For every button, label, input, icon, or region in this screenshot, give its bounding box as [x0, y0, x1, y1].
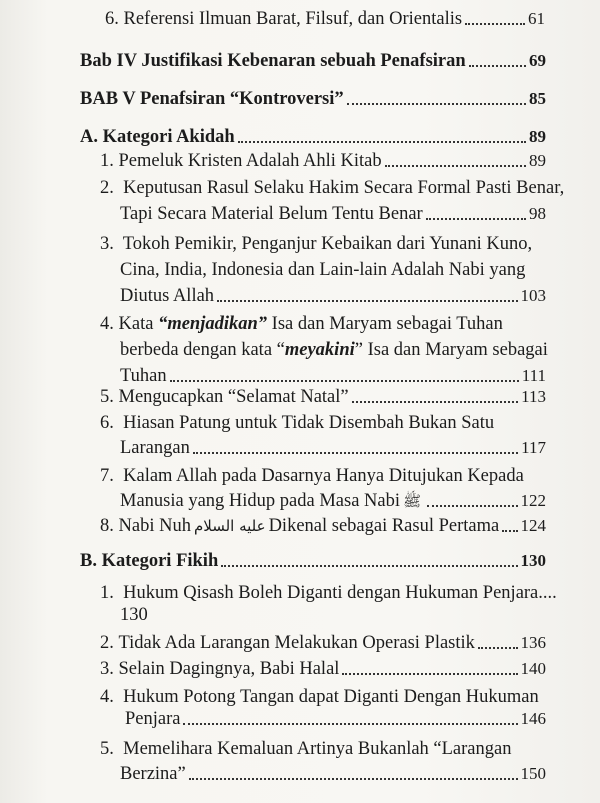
entry-title: Mengucapkan “Selamat Natal”: [118, 387, 349, 407]
toc-entry-tokoh-pemikir-cont[interactable]: [120, 285, 546, 307]
entry-page: 113: [521, 387, 546, 406]
entry-number: 5.: [100, 739, 114, 759]
leader-dots-text: ....: [538, 583, 557, 603]
entry-number: 4.: [100, 314, 114, 334]
entry-page: 150: [520, 764, 546, 783]
entry-number: 7.: [100, 466, 114, 486]
entry-title: Hukum Qisash Boleh Diganti dengan Hukuman Penjara: [123, 583, 539, 603]
leader-dots: [217, 300, 517, 302]
leader-dots: [352, 401, 519, 403]
leader-dots: [502, 530, 517, 532]
toc-entry-kalam-allah-cont[interactable]: [120, 490, 546, 512]
toc-entry-tokoh-pemikir-line2: [120, 259, 525, 281]
entry-number: 3.: [100, 659, 114, 679]
toc-entry-referensi[interactable]: [105, 8, 545, 30]
entry-number: 2.: [100, 633, 114, 653]
leader-dots: [170, 380, 519, 382]
entry-title-line1: Hiasan Patung untuk Tidak Disembah Bukan Satu: [123, 413, 495, 433]
entry-page: 117: [521, 438, 546, 457]
leader-dots: [193, 452, 518, 454]
entry-page: 69: [529, 51, 546, 70]
entry-title: B. Kategori Fikih: [80, 551, 219, 571]
toc-entry-kalam-allah[interactable]: [100, 465, 524, 487]
toc-entry-tokoh-pemikir[interactable]: [100, 233, 532, 255]
entry-title-line2: Berzina”: [120, 764, 186, 784]
entry-title-line2: Tapi Secara Material Belum Tentu Benar: [120, 204, 423, 224]
leader-dots: [238, 141, 526, 143]
toc-entry-bab-v[interactable]: [80, 88, 546, 110]
leader-dots: [221, 565, 517, 567]
entry-title: A. Kategori Akidah: [80, 127, 235, 147]
leader-dots: [427, 505, 517, 507]
entry-title-line3: Tuhan: [120, 366, 167, 386]
toc-entry-babi-halal[interactable]: [100, 658, 546, 680]
leader-dots: [469, 65, 526, 67]
toc-entry-kata-menjadikan[interactable]: [100, 313, 503, 335]
entry-number: 1.: [100, 583, 114, 603]
entry-text-post: Isa dan Maryam sebagai Tuhan: [267, 314, 503, 334]
alaihissalam-glyph-icon: عليه السلام: [193, 517, 266, 535]
entry-number: 8.: [100, 516, 114, 536]
toc-entry-potong-tangan-cont[interactable]: [125, 708, 546, 730]
toc-entry-keputusan-rasul[interactable]: [100, 177, 564, 199]
leader-dots: [426, 218, 526, 220]
entry-title-line1: Tokoh Pemikir, Penganjur Kebaikan dari Yunani Kuno,: [122, 234, 533, 254]
toc-entry-hukum-qisash[interactable]: [100, 582, 557, 604]
toc-entry-memelihara-kemaluan[interactable]: [100, 738, 511, 760]
toc-entry-pemeluk-kristen[interactable]: [100, 150, 546, 172]
leader-dots: [385, 165, 526, 167]
toc-entry-nabi-nuh[interactable]: [100, 515, 546, 537]
entry-title-line1: Hukum Potong Tangan dapat Diganti Dengan Hukuman: [123, 687, 539, 707]
entry-title-line1: Memelihara Kemaluan Artinya Bukanlah “Larangan: [123, 739, 512, 759]
toc-entry-potong-tangan[interactable]: [100, 686, 539, 708]
entry-page: 89: [529, 151, 546, 170]
entry-title-pre: Nabi Nuh: [118, 516, 191, 536]
emphasis-menjadikan: “menjadikan”: [158, 314, 268, 334]
entry-number: 2.: [100, 178, 114, 198]
toc-entry-bab-iv[interactable]: [80, 50, 546, 72]
toc-entry-operasi-plastik[interactable]: [100, 632, 546, 654]
entry-title-line2: Larangan: [120, 438, 190, 458]
emphasis-meyakini: meyakini: [284, 340, 355, 360]
leader-dots: [347, 103, 526, 105]
entry-number: 3.: [100, 234, 114, 254]
entry-text-post: ” Isa dan Maryam sebagai: [354, 340, 548, 360]
entry-title: Pemeluk Kristen Adalah Ahli Kitab: [118, 151, 382, 171]
entry-title: Bab IV Justifikasi Kebenaran sebuah Penafsiran: [80, 51, 466, 71]
entry-number: 4.: [100, 687, 114, 707]
entry-number: 6.: [105, 9, 119, 29]
entry-title: Selain Dagingnya, Babi Halal: [118, 659, 340, 679]
leader-dots: [465, 23, 525, 25]
toc-entry-kata-menjadikan-cont[interactable]: [120, 365, 546, 387]
entry-number: 5.: [100, 387, 114, 407]
entry-page: 89: [529, 127, 546, 146]
entry-page: 146: [520, 709, 546, 728]
entry-page: 136: [520, 633, 546, 652]
entry-page: 122: [520, 491, 546, 510]
toc-entry-hiasan-patung-cont[interactable]: [120, 437, 546, 459]
entry-title-line2: Manusia yang Hidup pada Masa Nabi: [120, 491, 401, 511]
toc-entry-hiasan-patung[interactable]: [100, 412, 494, 434]
entry-title: Tidak Ada Larangan Melakukan Operasi Plastik: [118, 633, 475, 653]
entry-number: 6.: [100, 413, 114, 433]
entry-page: 140: [520, 659, 546, 678]
leader-dots: [189, 778, 518, 780]
salawat-glyph-icon: ﷺ: [403, 492, 422, 510]
entry-page: 130: [520, 551, 546, 570]
entry-page: 103: [520, 286, 546, 305]
entry-title-line2: Cina, India, Indonesia dan Lain-lain Adalah Nabi yang: [120, 260, 526, 280]
toc-section-fikih[interactable]: [80, 550, 546, 572]
entry-title-line1: Kalam Allah pada Dasarnya Hanya Ditujukan Kepada: [123, 466, 524, 486]
toc-section-akidah[interactable]: [80, 126, 546, 148]
leader-dots: [183, 723, 517, 725]
toc-entry-keputusan-rasul-cont[interactable]: [120, 203, 546, 225]
entry-page: 98: [529, 204, 546, 223]
leader-dots: [478, 647, 518, 649]
entry-page: 85: [529, 89, 546, 108]
toc-entry-kata-menjadikan-line2: [120, 339, 548, 361]
toc-entry-selamat-natal[interactable]: [100, 386, 546, 408]
toc-entry-hukum-qisash-page: [120, 604, 148, 626]
entry-title-post: Dikenal sebagai Rasul Pertama: [268, 516, 500, 536]
entry-text-pre: Kata: [118, 314, 159, 334]
entry-page: 124: [520, 516, 546, 535]
toc-entry-memelihara-kemaluan-cont[interactable]: [120, 763, 546, 785]
entry-page: 130: [120, 605, 148, 625]
entry-title: BAB V Penafsiran “Kontroversi”: [80, 89, 344, 109]
entry-title-line2: Penjara: [125, 709, 181, 729]
leader-dots: [342, 673, 517, 675]
entry-title-line1: Keputusan Rasul Selaku Hakim Secara Formal Pasti Benar,: [123, 178, 565, 198]
entry-page: 111: [521, 366, 546, 385]
entry-title: Referensi Ilmuan Barat, Filsuf, dan Orientalis: [123, 9, 463, 29]
entry-number: 1.: [100, 151, 114, 171]
entry-text-pre: berbeda dengan kata “: [120, 340, 285, 360]
entry-title-line3: Diutus Allah: [120, 286, 215, 306]
entry-page: 61: [528, 9, 545, 28]
